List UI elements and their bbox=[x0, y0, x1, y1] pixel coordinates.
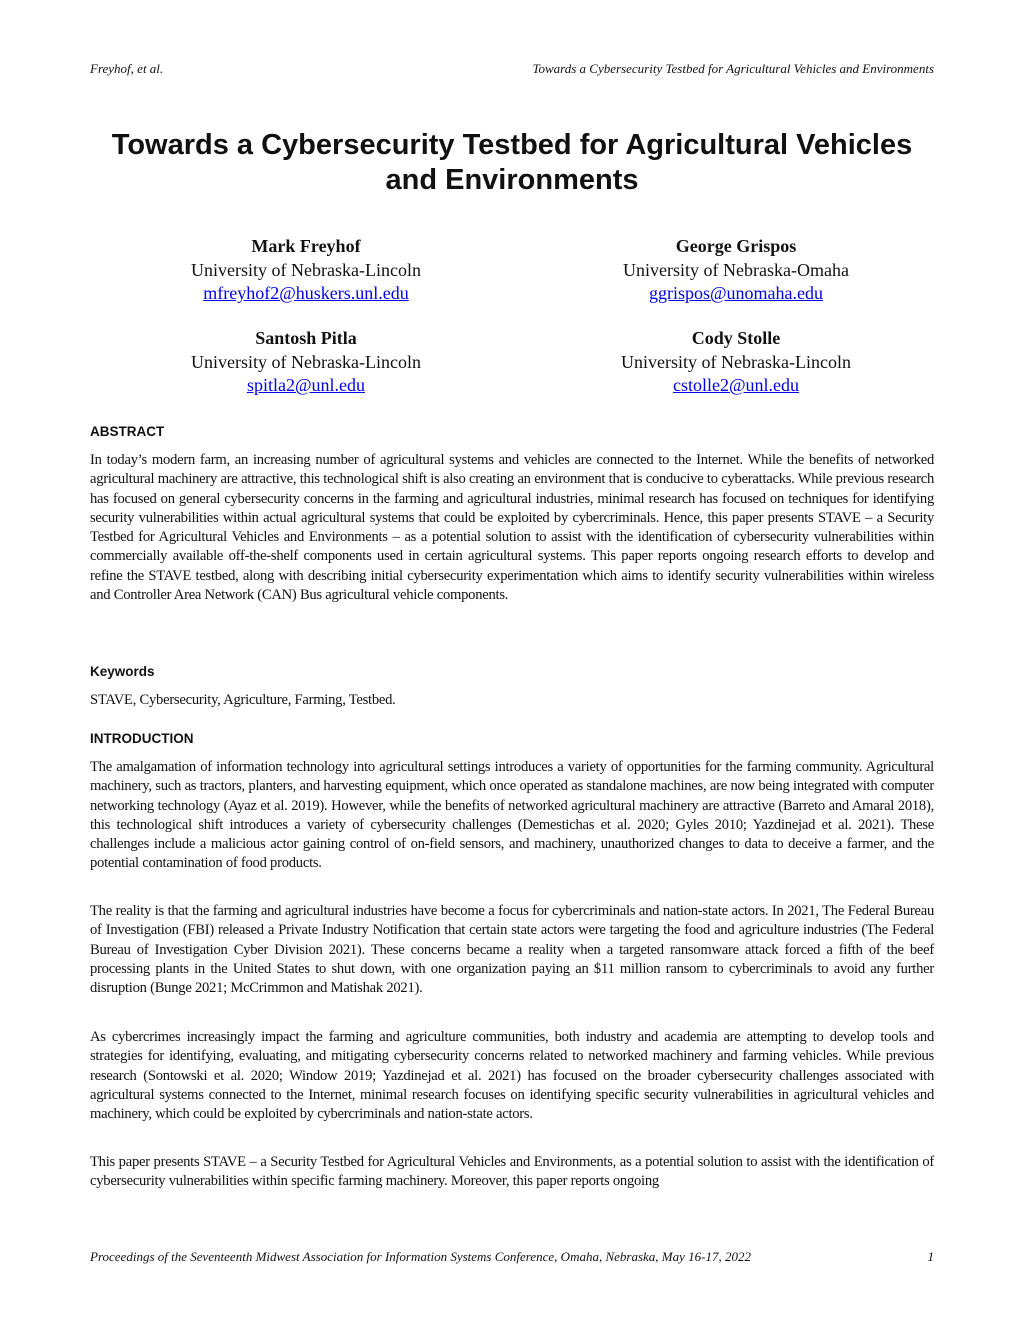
author-affiliation: University of Nebraska-Lincoln bbox=[191, 351, 421, 372]
author-block bbox=[126, 235, 486, 306]
author-affiliation: University of Nebraska-Omaha bbox=[623, 259, 849, 280]
author-affiliation: University of Nebraska-Lincoln bbox=[621, 351, 851, 372]
title-line-1: Towards a Cybersecurity Testbed for Agricultural Vehicles bbox=[111, 129, 913, 161]
intro-paragraph: The amalgamation of information technology into agricultural settings introduces a variety of opportunities for the farming community. Agricultural machinery, such as tractors, planters, and harvesting equipment, which once operated as standalone machines, are now being integrated with computer networking technology (Ayaz et al. 2019). However, while the benefits of networked agricultural machinery are attractive (Barreto and Amaral 2018), this technological shift introduces a variety of cybersecurity challenges (Demestichas et al. 2020; Gyles 2010; Yazdinejad et al. 2021). These challenges include a malicious actor gaining control of on-field sensors, and machinery, unauthorized changes to data to deceive a farmer, and the potential contamination of food products. bbox=[90, 759, 934, 872]
introduction-heading: INTRODUCTION bbox=[90, 731, 194, 746]
intro-paragraph: As cybercrimes increasingly impact the farming and agriculture communities, both industry and academia are attempting to develop tools and strategies for identifying, evaluating, and mitigating cybersecurity concerns related to networked machinery and farming vehicles. While previous research (Sontowski et al. 2020; Window 2019; Yazdinejad et al. 2021) has focused on the broader cybersecurity challenges associated with agricultural systems connected to the Internet, minimal research focuses on identifying specific security vulnerabilities in agricultural vehicles and machinery, which could be exploited by cybercriminals and nation-state actors. bbox=[90, 1029, 934, 1123]
author-name: Mark Freyhof bbox=[251, 236, 361, 256]
author-name: George Grispos bbox=[675, 236, 797, 256]
paper-title bbox=[60, 128, 964, 198]
keywords-text: STAVE, Cybersecurity, Agriculture, Farming, Testbed. bbox=[90, 692, 396, 708]
author-block bbox=[126, 327, 486, 398]
running-header-authors: Freyhof, et al. bbox=[90, 61, 164, 76]
author-affiliation: University of Nebraska-Lincoln bbox=[191, 259, 421, 280]
author-email-link[interactable]: mfreyhof2@huskers.unl.edu bbox=[203, 283, 409, 303]
author-name: Cody Stolle bbox=[691, 328, 781, 348]
author-block bbox=[556, 235, 916, 306]
abstract-heading: ABSTRACT bbox=[90, 424, 165, 439]
author-name: Santosh Pitla bbox=[255, 328, 357, 348]
title-line-2: and Environments bbox=[385, 164, 639, 196]
author-email-link[interactable]: spitla2@unl.edu bbox=[246, 375, 366, 395]
intro-paragraph: The reality is that the farming and agricultural industries have become a focus for cybercriminals and nation-state actors. In 2021, The Federal Bureau of Investigation (FBI) released a Private Industry Notification that certain state actors were targeting the food and agriculture industries (The Federal Bureau of Investigation Cyber Division 2021). These concerns became a reality when a targeted ransomware attack forced a fifth of the beef processing plants in the United States to shut down, with one organization paying an $11 million ransom to cybercriminals to avoid any further disruption (Bunge 2021; McCrimmon and Matishak 2021). bbox=[90, 903, 934, 997]
author-email-link[interactable]: cstolle2@unl.edu bbox=[672, 375, 800, 395]
keywords-heading: Keywords bbox=[90, 664, 155, 679]
author-email-link[interactable]: ggrispos@unomaha.edu bbox=[648, 283, 824, 303]
intro-paragraph: This paper presents STAVE – a Security Testbed for Agricultural Vehicles and Environments, as a potential solution to assist with the identification of cybersecurity vulnerabilities within specific farming machinery. Moreover, this paper reports ongoing bbox=[90, 1154, 934, 1190]
footer-proceedings: Proceedings of the Seventeenth Midwest Association for Information Systems Conference, Omaha, Nebraska, May 16-17, 2022 bbox=[90, 1249, 751, 1264]
running-header-title: Towards a Cybersecurity Testbed for Agricultural Vehicles and Environments bbox=[532, 61, 934, 76]
author-block bbox=[556, 327, 916, 398]
page-number: 1 bbox=[927, 1249, 934, 1264]
abstract-text: In today’s modern farm, an increasing number of agricultural systems and vehicles are connected to the Internet. While the benefits of networked agricultural machinery are attractive, this technological shift is also creating an environment that is conducive to cyberattacks. While previous research has focused on general cybersecurity concerns in the farming and agricultural industries, minimal research has focused on techniques for identifying security vulnerabilities within actual agricultural systems that could be exploited by cybercriminals. Hence, this paper presents STAVE – a Security Testbed for Agricultural Vehicles and Environments – as a potential solution to assist with the identification of cybersecurity vulnerabilities within commercially available off-the-shelf components used in certain agricultural systems. This paper reports ongoing research efforts to develop and refine the STAVE testbed, along with describing initial cybersecurity experimentation which aims to identify security vulnerabilities within wireless and Controller Area Network (CAN) Bus agricultural vehicle components. bbox=[90, 452, 934, 604]
